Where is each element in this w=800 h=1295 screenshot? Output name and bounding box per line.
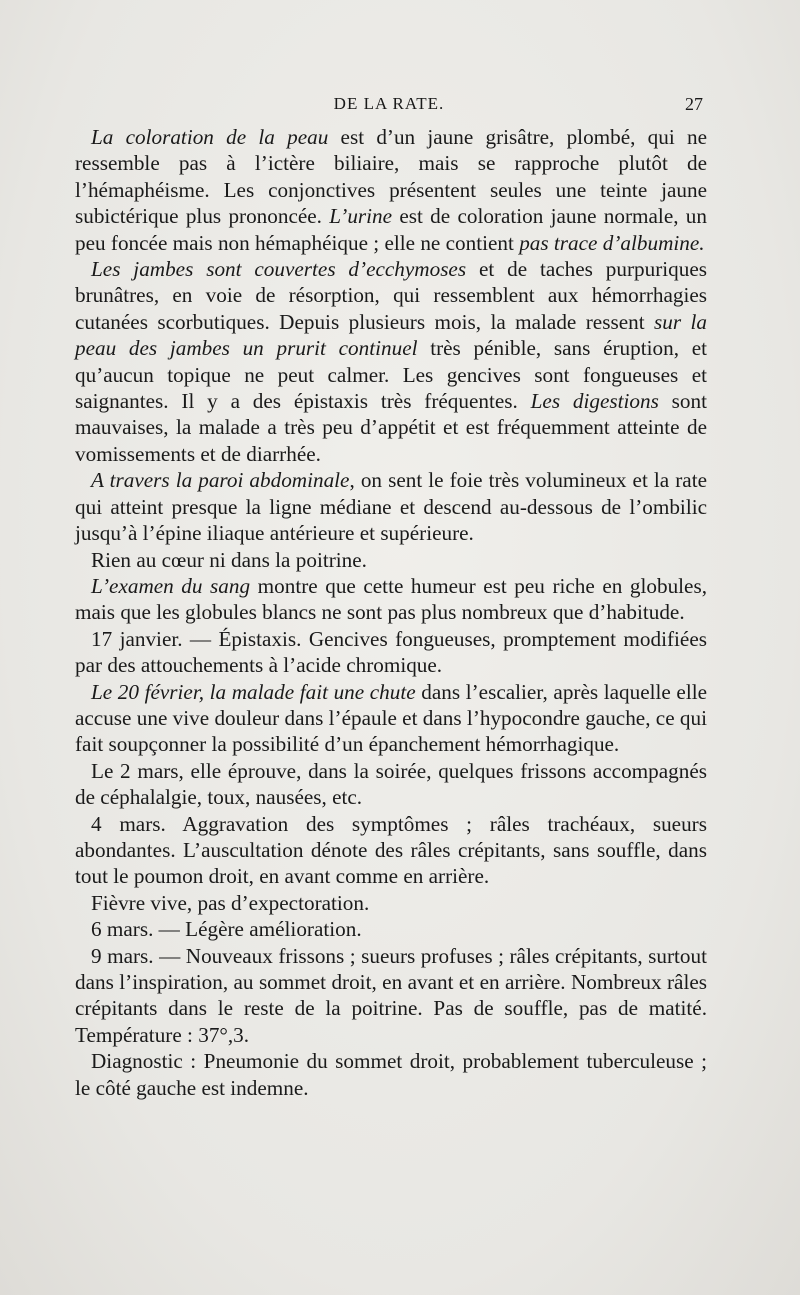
paragraph: [75, 124, 707, 256]
text-segment: 4 mars. Aggravation des symptômes ; râles trachéaux, sueurs abondantes. L’auscultation dénote des râles crépitants, sans souffle, dans tout le poumon droit, en avant comme en arrière.: [75, 811, 707, 889]
italic-text: Le 20 février, la malade fait une chute: [91, 679, 416, 704]
text-segment: dans l’escalier, après laquelle elle accuse une vive douleur dans l’épaule et dans l’hypocondre gauche, ce qui fait soupçonner la possibilité d’un épanchement hémorrhagique.: [75, 679, 707, 757]
text-segment: Diagnostic : Pneumonie du sommet droit, probablement tuberculeuse ; le côté gauche est indemne.: [75, 1049, 707, 1100]
italic-text: L’urine: [329, 204, 393, 229]
italic-text: Les digestions: [530, 389, 659, 414]
italic-text: A travers la paroi abdominale: [91, 468, 350, 493]
paragraph: [75, 811, 707, 890]
page-number: 27: [685, 94, 703, 114]
text-segment: , on sent le foie très volumineux et la rate qui atteint presque la ligne médiane et descend au-dessous de l’ombilic jusqu’à l’épine iliaque antérieure et supérieure.: [75, 468, 707, 546]
paragraph: [75, 467, 707, 546]
text-segment: et de taches purpuriques brunâtres, en voie de résorption, qui ressemblent aux hémorrhagies cutanées scorbutiques. Depuis plusieurs mois, la malade ressent: [75, 257, 708, 334]
paragraph: [75, 679, 707, 758]
paragraph: [75, 1048, 707, 1101]
italic-text: La coloration de la peau: [91, 125, 329, 149]
text-segment: Fièvre vive, pas d’expectoration.: [91, 890, 370, 915]
text-segment: très pénible, sans éruption, et qu’aucun topique ne peut calmer. Les gencives sont fongueuses et saignantes. Il y a des épistaxis très fréquentes.: [75, 336, 707, 414]
italic-text: sur la peau des jambes un prurit continuel: [75, 309, 707, 361]
paragraph: [75, 890, 707, 916]
running-title: DE LA RATE.: [333, 94, 445, 113]
text-segment: 9 mars. — Nouveaux frissons ; sueurs profuses ; râles crépitants, surtout dans l’inspiration, au sommet droit, en avant et en arrière. Nombreux râles crépitants dans le reste de la poitrine. Pas de souffle, pas de matité. Température : 37°,3.: [75, 943, 707, 1047]
italic-text: Les jambes sont couvertes d’ecchymoses: [91, 257, 467, 282]
italic-text: L’examen du sang: [91, 573, 251, 598]
paragraph: [75, 943, 707, 1049]
text-segment: 6 mars. — Légère amélioration.: [91, 917, 362, 942]
paragraph: [75, 916, 707, 942]
text-segment: Rien au cœur ni dans la poitrine.: [91, 547, 367, 572]
italic-text: pas trace d’albumine.: [519, 230, 705, 255]
text-segment: sont mauvaises, la malade a très peu d’appétit et est fréquemment atteinte de vomissements et de diarrhée.: [75, 389, 707, 466]
text-segment: est de coloration jaune normale, un peu foncée mais non hémaphéique ; elle ne contient: [75, 204, 707, 255]
text-segment: Le 2 mars, elle éprouve, dans la soirée, quelques frissons accompagnés de céphalalgie, toux, nausées, etc.: [75, 758, 707, 810]
paragraph: [75, 256, 707, 467]
paragraph: [75, 626, 707, 679]
text-segment: 17 janvier. — Épistaxis. Gencives fongueuses, promptement modifiées par des attouchements à l’acide chromique.: [75, 626, 707, 678]
page-header: [75, 94, 703, 118]
text-segment: est d’un jaune grisâtre, plombé, qui ne ressemble pas à l’ictère biliaire, mais se rapproche plutôt de l’hémaphéisme. Les conjonctives présentent seules une teinte jaune subictérique plus prononcée.: [75, 125, 707, 229]
body-text: [75, 124, 707, 1101]
paragraph: [75, 547, 707, 573]
text-segment: montre que cette humeur est peu riche en globules, mais que les globules blancs ne sont pas plus nombreux que d’habitude.: [75, 573, 707, 625]
paragraph: [75, 573, 707, 626]
paragraph: [75, 758, 707, 811]
